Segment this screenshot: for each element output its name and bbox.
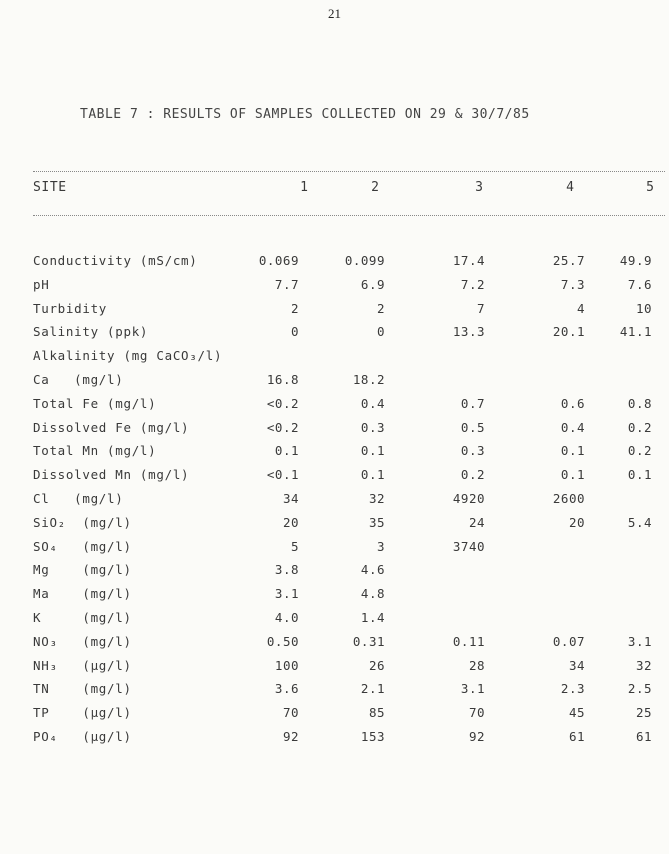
cell-site-2: 85 (368, 705, 385, 721)
cell-site-5: 0.2 (627, 419, 652, 435)
row-label: K (mg/l) (33, 610, 132, 625)
cell-site-2: 3 (376, 538, 385, 554)
table-row (0, 631, 669, 655)
cell-site-4: 4 (576, 300, 585, 316)
cell-site-3: 0.5 (460, 419, 485, 435)
table-row (0, 274, 669, 298)
cell-site-2: 32 (368, 491, 385, 506)
cell-site-5: 0.1 (627, 467, 652, 483)
cell-site-3: 24 (468, 514, 485, 530)
cell-site-1: 3.1 (274, 586, 299, 602)
cell-site-2: 0.3 (360, 419, 385, 435)
cell-site-4: 2.3 (560, 681, 585, 697)
row-label: Dissolved Mn (mg/l) (33, 467, 190, 483)
cell-site-2: 4.6 (360, 562, 385, 578)
cell-site-2: 35 (368, 514, 385, 530)
site-header-label: SITE (33, 180, 67, 195)
site-header-1: 1 (300, 180, 308, 195)
row-label: Alkalinity (mg CaCO₃/l) (33, 348, 223, 364)
site-header-2: 2 (371, 180, 379, 195)
row-label: pH (33, 276, 50, 292)
row-label: Turbidity (33, 300, 108, 316)
row-label: NH₃ (µg/l) (33, 657, 132, 673)
table-row (0, 536, 669, 560)
cell-site-3: 0.7 (460, 395, 485, 411)
cell-site-5: 25 (635, 705, 652, 721)
cell-site-4: 7.3 (560, 276, 585, 292)
cell-site-5: 49.9 (619, 253, 652, 268)
cell-site-5: 5.4 (627, 514, 652, 530)
table-row (0, 250, 669, 274)
cell-site-2: 2 (376, 300, 385, 316)
cell-site-4: 61 (568, 729, 585, 744)
cell-site-1: 16.8 (266, 372, 299, 387)
row-label: NO₃ (mg/l) (33, 633, 132, 649)
cell-site-4: 2600 (552, 491, 585, 506)
cell-site-1: 2 (290, 300, 299, 316)
cell-site-3: 3.1 (460, 681, 485, 697)
site-header-3: 3 (475, 180, 483, 195)
cell-site-4: 20.1 (552, 324, 585, 340)
table-row (0, 607, 669, 631)
cell-site-1: 3.6 (274, 681, 299, 697)
cell-site-4: 0.1 (560, 443, 585, 459)
row-label: SiO₂ (mg/l) (33, 514, 132, 530)
cell-site-3: 13.3 (452, 324, 485, 340)
table-row (0, 678, 669, 702)
cell-site-2: 26 (368, 657, 385, 673)
cell-site-3: 7 (476, 300, 485, 316)
cell-site-2: 0.1 (360, 467, 385, 483)
row-label: Ca (mg/l) (33, 372, 124, 387)
row-label: SO₄ (mg/l) (33, 538, 132, 554)
cell-site-2: 18.2 (352, 372, 385, 387)
cell-site-1: 100 (274, 657, 299, 673)
table-row (0, 726, 669, 750)
cell-site-3: 0.2 (460, 467, 485, 483)
table-row (0, 345, 669, 369)
table-row (0, 583, 669, 607)
cell-site-1: 92 (282, 729, 299, 744)
cell-site-1: 0.1 (274, 443, 299, 459)
header-rule (33, 215, 665, 216)
row-label: TN (mg/l) (33, 681, 132, 697)
cell-site-1: 0 (290, 324, 299, 340)
table-row (0, 440, 669, 464)
cell-site-3: 3740 (452, 538, 485, 554)
row-label: Mg (mg/l) (33, 562, 132, 578)
table-row (0, 298, 669, 322)
top-rule (33, 171, 665, 172)
cell-site-4: 0.6 (560, 395, 585, 411)
table-row (0, 417, 669, 441)
cell-site-2: 0 (376, 324, 385, 340)
row-label: Conductivity (mS/cm) (33, 253, 198, 268)
cell-site-3: 92 (468, 729, 485, 744)
cell-site-2: 153 (360, 729, 385, 744)
cell-site-4: 25.7 (552, 253, 585, 268)
cell-site-1: <0.2 (266, 419, 299, 435)
table-row (0, 702, 669, 726)
cell-site-2: 0.31 (352, 633, 385, 649)
row-label: Ma (mg/l) (33, 586, 132, 602)
table-row (0, 464, 669, 488)
cell-site-4: 0.4 (560, 419, 585, 435)
cell-site-1: 0.069 (258, 253, 299, 268)
cell-site-2: 0.1 (360, 443, 385, 459)
cell-site-4: 0.1 (560, 467, 585, 483)
cell-site-5: 2.5 (627, 681, 652, 697)
cell-site-1: 7.7 (274, 276, 299, 292)
cell-site-5: 41.1 (619, 324, 652, 340)
cell-site-4: 20 (568, 514, 585, 530)
cell-site-3: 70 (468, 705, 485, 721)
table-row (0, 655, 669, 679)
cell-site-1: 4.0 (274, 610, 299, 625)
table-row (0, 369, 669, 393)
cell-site-5: 0.2 (627, 443, 652, 459)
cell-site-3: 0.11 (452, 633, 485, 649)
cell-site-1: 0.50 (266, 633, 299, 649)
cell-site-5: 32 (635, 657, 652, 673)
table-row (0, 393, 669, 417)
cell-site-3: 17.4 (452, 253, 485, 268)
row-label: Total Mn (mg/l) (33, 443, 157, 459)
cell-site-1: <0.2 (266, 395, 299, 411)
table-row (0, 512, 669, 536)
site-header-5: 5 (646, 180, 654, 195)
cell-site-2: 4.8 (360, 586, 385, 602)
cell-site-2: 6.9 (360, 276, 385, 292)
row-label: TP (µg/l) (33, 705, 132, 721)
cell-site-4: 34 (568, 657, 585, 673)
row-label: Total Fe (mg/l) (33, 395, 157, 411)
cell-site-5: 3.1 (627, 633, 652, 649)
cell-site-2: 1.4 (360, 610, 385, 625)
cell-site-2: 2.1 (360, 681, 385, 697)
cell-site-1: 3.8 (274, 562, 299, 578)
table-row (0, 488, 669, 512)
cell-site-4: 0.07 (552, 633, 585, 649)
page-number: 21 (328, 6, 341, 21)
cell-site-5: 0.8 (627, 395, 652, 411)
cell-site-1: 34 (282, 491, 299, 506)
cell-site-3: 4920 (452, 491, 485, 506)
cell-site-5: 10 (635, 300, 652, 316)
table-title: TABLE 7 : RESULTS OF SAMPLES COLLECTED ON 29 & 30/7/85 (80, 107, 530, 122)
cell-site-1: <0.1 (266, 467, 299, 483)
cell-site-1: 70 (282, 705, 299, 721)
cell-site-3: 7.2 (460, 276, 485, 292)
row-label: Salinity (ppk) (33, 324, 149, 340)
table-row (0, 559, 669, 583)
row-label: Dissolved Fe (mg/l) (33, 419, 190, 435)
cell-site-2: 0.4 (360, 395, 385, 411)
cell-site-3: 0.3 (460, 443, 485, 459)
site-header-4: 4 (566, 180, 574, 195)
row-label: PO₄ (µg/l) (33, 729, 132, 744)
cell-site-1: 20 (282, 514, 299, 530)
cell-site-3: 28 (468, 657, 485, 673)
cell-site-5: 7.6 (627, 276, 652, 292)
cell-site-2: 0.099 (344, 253, 385, 268)
cell-site-4: 45 (568, 705, 585, 721)
cell-site-5: 61 (635, 729, 652, 744)
row-label: Cl (mg/l) (33, 491, 124, 506)
table-row (0, 321, 669, 345)
cell-site-1: 5 (290, 538, 299, 554)
